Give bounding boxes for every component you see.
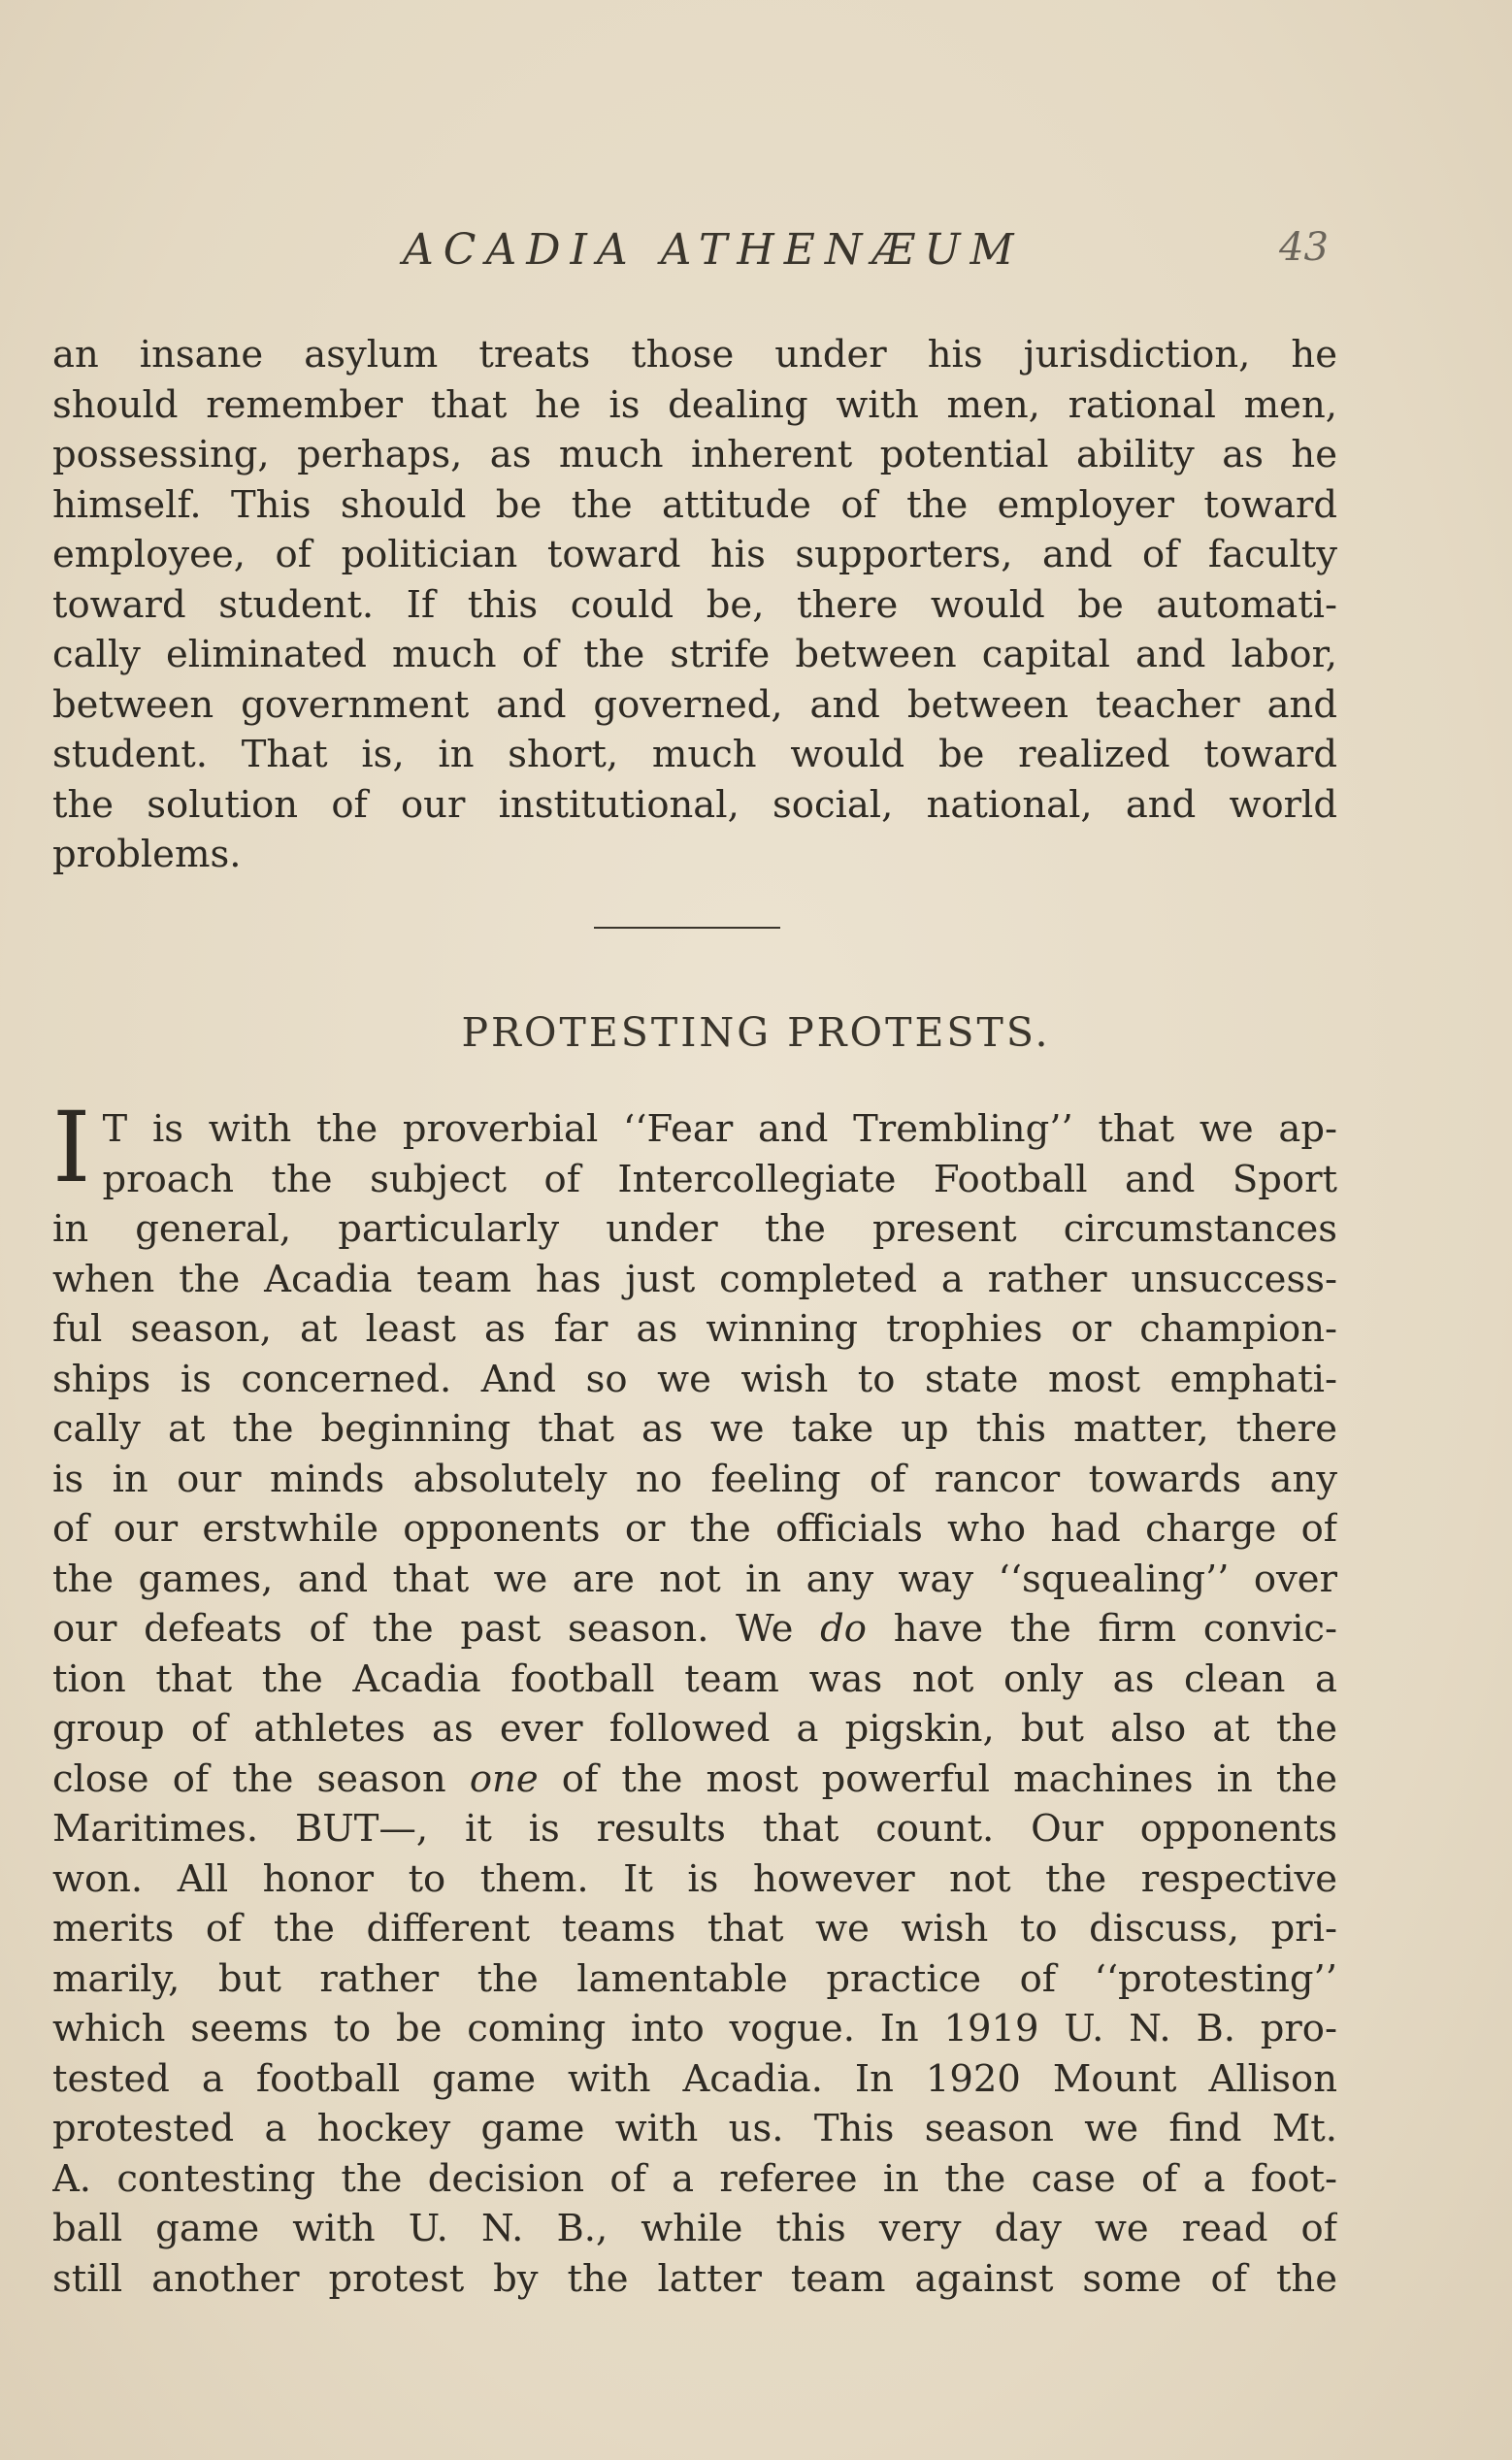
article-title: PROTESTING PROTESTS.	[461, 1009, 1051, 1056]
text-line: an insane asylum treats those under his jurisdiction, he	[52, 333, 1337, 377]
page-number: 43	[1279, 225, 1329, 270]
text-line: is in our minds absolutely no feeling of rancor towards any	[52, 1457, 1337, 1501]
text-line: student. That is, in short, much would be realized toward	[52, 733, 1337, 776]
text-line: won. All honor to them. It is however not the respective	[52, 1856, 1337, 1901]
text-run: have the firm convic-	[866, 1607, 1337, 1651]
text-line: marily, but rather the lamentable practice of ‘‘protesting’’	[52, 1956, 1337, 2001]
text-line: ball game with U. N. B., while this very day we read of	[52, 2207, 1337, 2250]
text-run: close of the season	[52, 1756, 470, 1801]
text-line: which seems to be coming into vogue. In 1919 U. N. B. pro-	[52, 2007, 1337, 2050]
text-line: problems.	[52, 833, 242, 876]
text-line: still another protest by the latter team against some of the	[52, 2256, 1337, 2301]
text-line: ships is concerned. And so we wish to state most emphati-	[52, 1357, 1337, 1401]
emphasis: do	[820, 1607, 867, 1651]
text-line	[52, 1604, 1337, 1655]
text-line: possessing, perhaps, as much inherent potential ability as he	[52, 433, 1337, 476]
text-line: group of athletes as ever followed a pigskin, but also at the	[52, 1707, 1337, 1751]
section-divider	[594, 927, 780, 929]
text-line: himself. This should be the attitude of the employer toward	[52, 482, 1337, 527]
text-line: proach the subject of Intercollegiate Football and Sport	[102, 1157, 1337, 1201]
text-line: tested a football game with Acadia. In 1920 Mount Allison	[52, 2056, 1337, 2101]
journal-title: ACADIA ATHENÆUM	[403, 225, 1024, 275]
emphasis: one	[469, 1756, 539, 1801]
text-line: employee, of politician toward his supporters, and of faculty	[52, 533, 1337, 576]
text-line: cally at the beginning that as we take up this matter, there	[52, 1407, 1337, 1451]
text-line: the games, and that we are not in any way ‘‘squealing’’ over	[52, 1557, 1337, 1601]
text-line: Maritimes. BUT—, it is results that count. Our opponents	[52, 1807, 1337, 1851]
text-line: cally eliminated much of the strife between capital and labor,	[52, 633, 1337, 676]
text-line: merits of the different teams that we wish to discuss, pri-	[52, 1907, 1337, 1951]
text-line: between government and governed, and between teacher and	[52, 682, 1337, 727]
text-run: our defeats of the past season. We	[52, 1607, 821, 1651]
text-line: should remember that he is dealing with men, rational men,	[52, 382, 1337, 427]
article-body	[52, 1091, 1337, 2304]
text-line: of our erstwhile opponents or the officials who had charge of	[52, 1507, 1337, 1551]
text-run: of the most powerful machines in the	[538, 1756, 1337, 1801]
text-line	[52, 1755, 1337, 1805]
text-line: in general, particularly under the present circumstances	[52, 1207, 1337, 1251]
running-header	[0, 225, 1512, 293]
drop-cap: I	[52, 1091, 91, 1204]
text-line: ful season, at least as far as winning trophies or champion-	[52, 1307, 1337, 1351]
text-line: toward student. If this could be, there would be automati-	[52, 582, 1337, 627]
text-line: when the Acadia team has just completed a rather unsuccess-	[52, 1257, 1337, 1301]
text-line: protested a hockey game with us. This season we find Mt.	[52, 2107, 1337, 2150]
text-line: A. contesting the decision of a referee in the case of a foot-	[52, 2156, 1337, 2201]
text-line: the solution of our institutional, social, national, and world	[52, 782, 1337, 827]
continued-paragraph	[52, 330, 1337, 880]
text-line: tion that the Acadia football team was not only as clean a	[52, 1656, 1337, 1701]
text-line: T is with the proverbial ‘‘Fear and Trembling’’ that we ap-	[102, 1107, 1337, 1151]
